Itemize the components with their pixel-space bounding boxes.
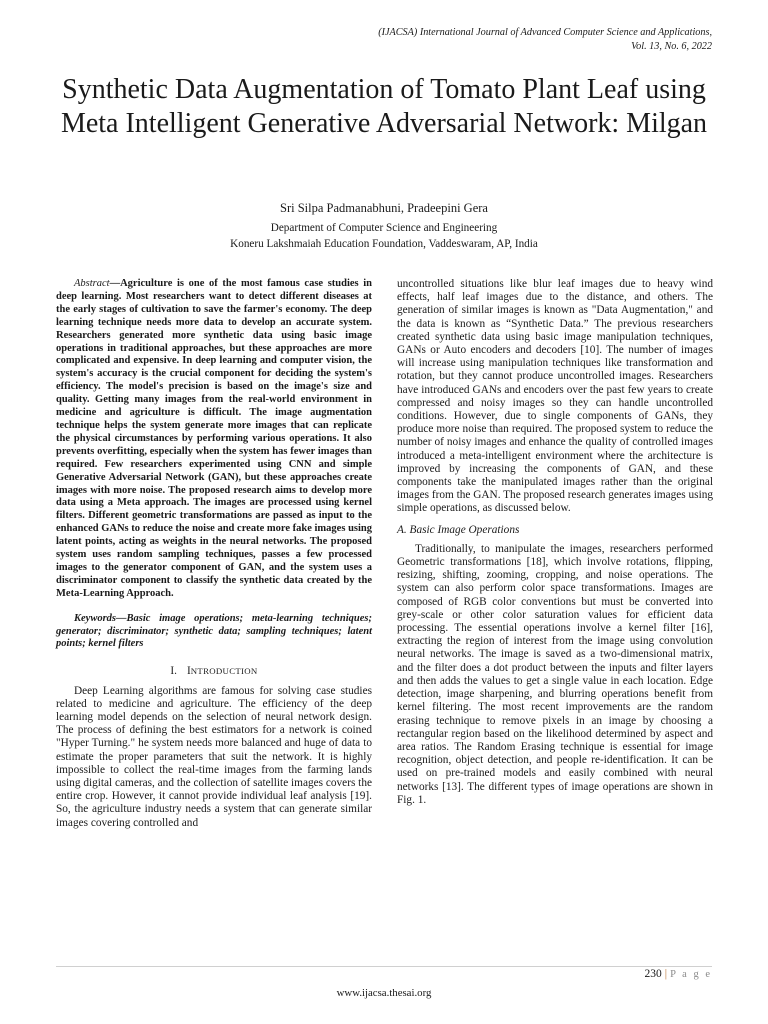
abstract-paragraph [56, 278, 372, 601]
section-title-rest: NTRODUCTION [190, 666, 258, 677]
section-number: I. [170, 665, 177, 678]
page-number [645, 968, 712, 980]
subsection-paragraph: Traditionally, to manipulate the images, researchers performed Geometric transformations [18], which involve rotations, flipping, resizing, shifting, zooming, cropping, and noise operations. The system can also perform color space transformations. Images are composed of RGB color conventions but must be converted into grey-scale or other color saturation values for efficient data processing. The essential operations involve a kernel filter [16], extracting the region of interest from the image using convolution neural networks. The image is saved as a two-dimensional matrix, and the filter does a dot product between the inputs and filter layers and then adds the values to get a single value in each location. Edge detection, image sharpening, and blurring operations benefit from kernel filtering. The most recent improvements are the random erasing technique to remove pixels in an image by choosing a rectangular region based on the likelihood determined by aspect and area ratios. The Random Erasing technique is essential for image recognition, object detection, and people re-identification. It can be used on pre-trained models and easily combined with neural networks [13]. The different types of image operations are shown in Fig. 1. [397, 542, 713, 806]
page-number-separator: | [664, 968, 668, 980]
journal-header-line2: Vol. 13, No. 6, 2022 [631, 41, 712, 52]
footer-divider [56, 966, 712, 967]
paper-authors: Sri Silpa Padmanabhuni, Pradeepini Gera [280, 201, 488, 215]
right-column [397, 278, 713, 807]
journal-header [212, 26, 712, 54]
affiliation-institution: Koneru Lakshmaiah Education Foundation, Vaddeswaram, AP, India [230, 238, 538, 250]
left-column [56, 278, 372, 830]
page-number-value: 230 [644, 968, 662, 980]
abstract-text: —Agriculture is one of the most famous case studies in deep learning. Most researchers want to detect different diseases at the early stages of cultivation to save the farmer's economy. The deep learning technique needs more data to develop an accurate system. Researchers generated more synthetic data using basic image operations in traditional approaches, but these approaches are more complicated and expensive. In deep learning and computer vision, the system's accuracy is the crucial component for deciding the system's efficiency. The model's precision is based on the image's size and quality. Getting many images from the real-world environment in medicine and agriculture is difficult. The image augmentation technique helps the system generate more images that can replicate the physical circumstances by performing various operations. It also prevents overfitting, especially when the system has fewer images than required. Few researchers experimented using CNN and simple Generative Adversarial Network (GAN), but these approaches create images with more noise. The proposed research aims to develop more data using a Meta approach. The images are processed using kernel filters. Different geometric transformations are passed as input to the enhanced GANs to reduce the noise and create more fake images using latent points, acting as weights in the neural networks. The proposed system uses random sampling techniques, passes a few processed images to the generator component of GAN, and the system uses a discriminator component to classify the synthetic data created by the Meta-Learning Approach. [56, 278, 372, 599]
section-title-initial: I [186, 665, 191, 678]
continuation-paragraph: uncontrolled situations like blur leaf images due to heavy wind effects, half leaf images due to the distance, and others. The generation of similar images is known as "Data Augmentation," and the data is known as “Synthetic Data.” The previous researchers created synthetic data using basic image manipulation techniques, GANs or Auto encoders and decoders [10]. The number of images will increase using manipulation techniques like transformation and rotation, but they cannot produce uncontrolled images. Researchers have introduced GANs and encoders over the past few years to create compressed and noisy images so they can handle uncontrolled conditions. However, due to single components of GANs, they produce more noise than required. The proposed system to reduce the number of noisy images and enhance the quality of controlled images introduced a meta-intelligent environment where the architecture is improved by increasing the components of GAN, and these components take the manipulated images rather than the original images from the GAN. The proposed research generates images using simple operations, as discussed below. [397, 278, 714, 515]
author-affiliation [0, 220, 768, 252]
journal-website: www.ijacsa.thesai.org [336, 987, 432, 999]
subsection-heading: A. Basic Image Operations [397, 523, 520, 536]
introduction-paragraph: Deep Learning algorithms are famous for solving case studies related to medicine and agriculture. The efficiency of the deep learning model depends on the selection of neural network design. The process of defining the best estimators for a network is coined "Hyper Turning." he system needs more balanced and huge of data to estimate the proper parameters that suit the network. It is highly impossible to collect the real-time images from the farming lands using digital cameras, and the collection of satellite images covers the entire crop. However, it cannot provide individual leaf analysis [19]. So, the agriculture industry needs a system that can generate similar images covering controlled and [56, 684, 372, 829]
paper-title: Synthetic Data Augmentation of Tomato Plant Leaf using Meta Intelligent Generative Adversarial Network: Milgan [60, 74, 708, 139]
keywords-paragraph: Keywords—Basic image operations; meta-learning techniques; generator; discriminator; synthetic data; sampling techniques; latent points; kernel filters [56, 612, 372, 650]
page-label: P a g e [670, 969, 712, 980]
journal-header-line1: (IJACSA) International Journal of Advanced Computer Science and Applications, [378, 27, 712, 38]
abstract-lead: Abstract [74, 278, 110, 289]
section-heading-introduction [56, 665, 372, 678]
affiliation-department: Department of Computer Science and Engineering [270, 222, 498, 234]
